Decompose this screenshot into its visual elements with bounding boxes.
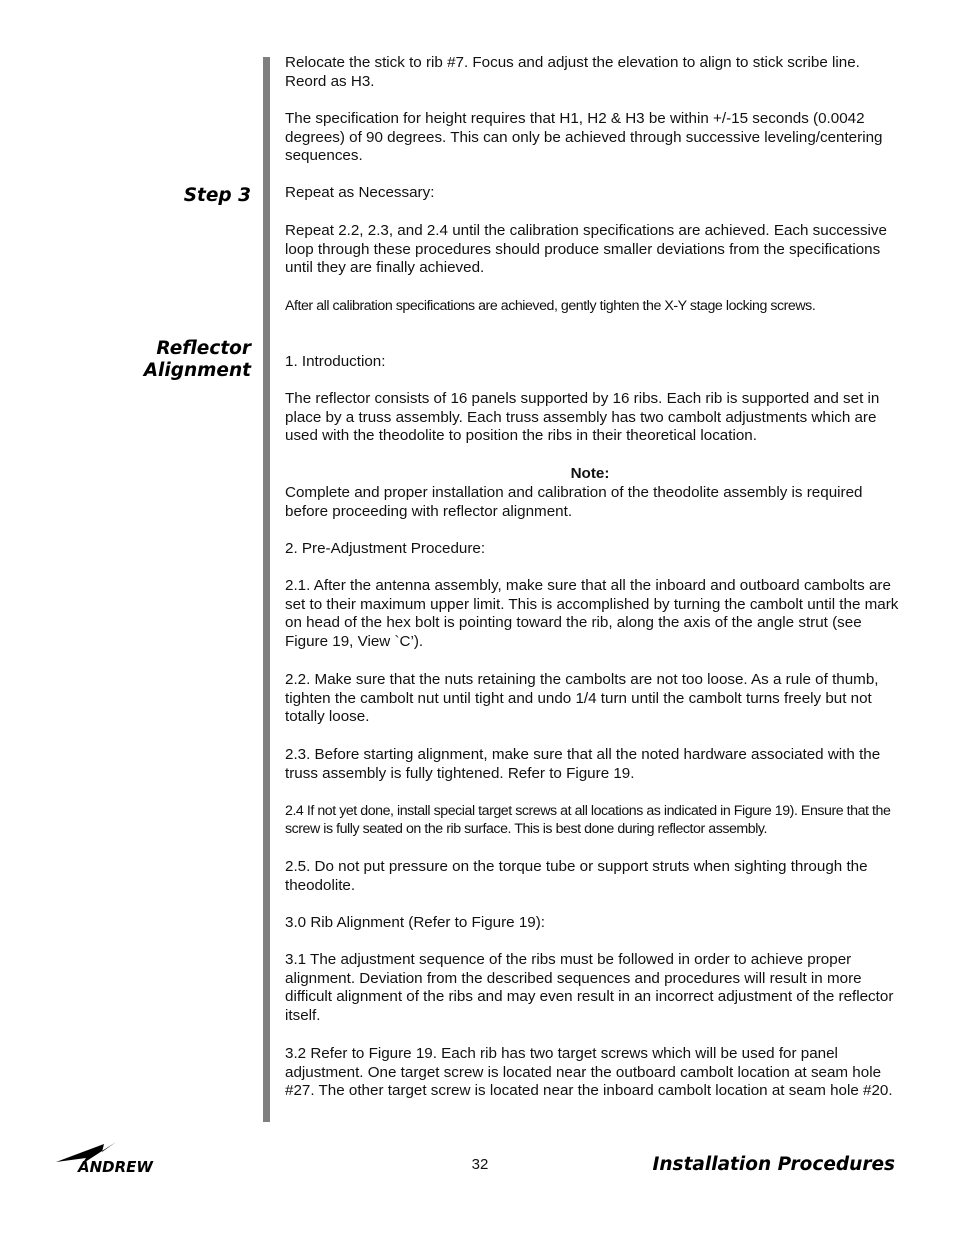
note-title: Note: bbox=[570, 465, 610, 482]
paragraph-2-2: 2.2. Make sure that the nuts retaining the cambolts are not too loose. As a rule of thumb, tighten the cambolt nut until tight and undo 1/4 turn until the cambolt turns freely but not totally loose. bbox=[285, 671, 879, 726]
step-3-heading bbox=[184, 185, 251, 207]
paragraph-2-4: 2.4 If not yet done, install special target screws at all locations as indicated in Figure 19). Ensure that the screw is fully seated on the rib surface. This is best done during reflector assembly. bbox=[285, 803, 891, 837]
paragraph-spec-height: The specification for height requires that H1, H2 & H3 be within +/-15 seconds (0.0042 degrees) of 90 degrees. This can only be achieved through successive leveling/centering sequences. bbox=[285, 110, 883, 165]
paragraph-2-1: 2.1. After the antenna assembly, make sure that all the inboard and outboard cambolts are set to their maximum upper limit. This is accomplished by turning the cambolt until the mark on head of the hex bolt is pointing toward the rib, along the axis of the angle strut (see Figure 19, View `C’). bbox=[285, 577, 899, 651]
page-number: 32 bbox=[471, 1156, 489, 1173]
paragraph-relocate: Relocate the stick to rib #7. Focus and adjust the elevation to align to stick scribe line. Reord as H3. bbox=[285, 54, 860, 90]
paragraph-repeat-body: Repeat 2.2, 2.3, and 2.4 until the calibration specifications are achieved. Each successive loop through these procedures should produce smaller deviations from the specifications until they are finally achieved. bbox=[285, 222, 887, 277]
paragraph-3-1: 3.1 The adjustment sequence of the ribs must be followed in order to achieve proper alignment. Deviation from the described sequences and procedures will result in more difficult alignment of the ribs and may even result in an incorrect adjustment of the reflector itself. bbox=[285, 951, 894, 1025]
andrew-logo bbox=[56, 1140, 174, 1180]
reflector-heading-line1: Reflector bbox=[156, 338, 251, 359]
paragraph-3-0: 3.0 Rib Alignment (Refer to Figure 19): bbox=[285, 914, 545, 931]
paragraph-2-3: 2.3. Before starting alignment, make sure that all the noted hardware associated with the truss assembly is fully tightened. Refer to Figure 19. bbox=[285, 746, 881, 782]
paragraph-after-all: After all calibration specifications are achieved, gently tighten the X-Y stage locking screws. bbox=[285, 298, 816, 314]
vertical-rule bbox=[263, 57, 270, 1122]
step-3-heading-text: Step 3 bbox=[183, 185, 251, 206]
paragraph-3-2: 3.2 Refer to Figure 19. Each rib has two target screws which will be used for panel adjustment. One target screw is located near the outboard cambolt location at seam hole #27. The other target screw is located near the inboard cambolt location at seam hole #20. bbox=[285, 1045, 893, 1100]
paragraph-2-5: 2.5. Do not put pressure on the torque tube or support struts when sighting through the theodolite. bbox=[285, 858, 868, 894]
footer-section-title: Installation Procedures bbox=[652, 1154, 895, 1175]
reflector-alignment-heading bbox=[144, 338, 251, 382]
paragraph-note-body: Complete and proper installation and calibration of the theodolite assembly is required before proceeding with reflector alignment. bbox=[285, 484, 863, 520]
paragraph-repeat-title: Repeat as Necessary: bbox=[285, 184, 435, 201]
paragraph-intro-body: The reflector consists of 16 panels supported by 16 ribs. Each rib is supported and set in place by a truss assembly. Each truss assembly has two cambolt adjustments which are used with the theodolite to position the ribs in their theoretical location. bbox=[285, 390, 880, 445]
andrew-logo-text: ANDREW bbox=[78, 1158, 153, 1176]
paragraph-intro-title: 1. Introduction: bbox=[285, 353, 386, 370]
reflector-heading-line2: Alignment bbox=[143, 360, 251, 381]
paragraph-pre-adjustment-title: 2. Pre-Adjustment Procedure: bbox=[285, 540, 486, 557]
